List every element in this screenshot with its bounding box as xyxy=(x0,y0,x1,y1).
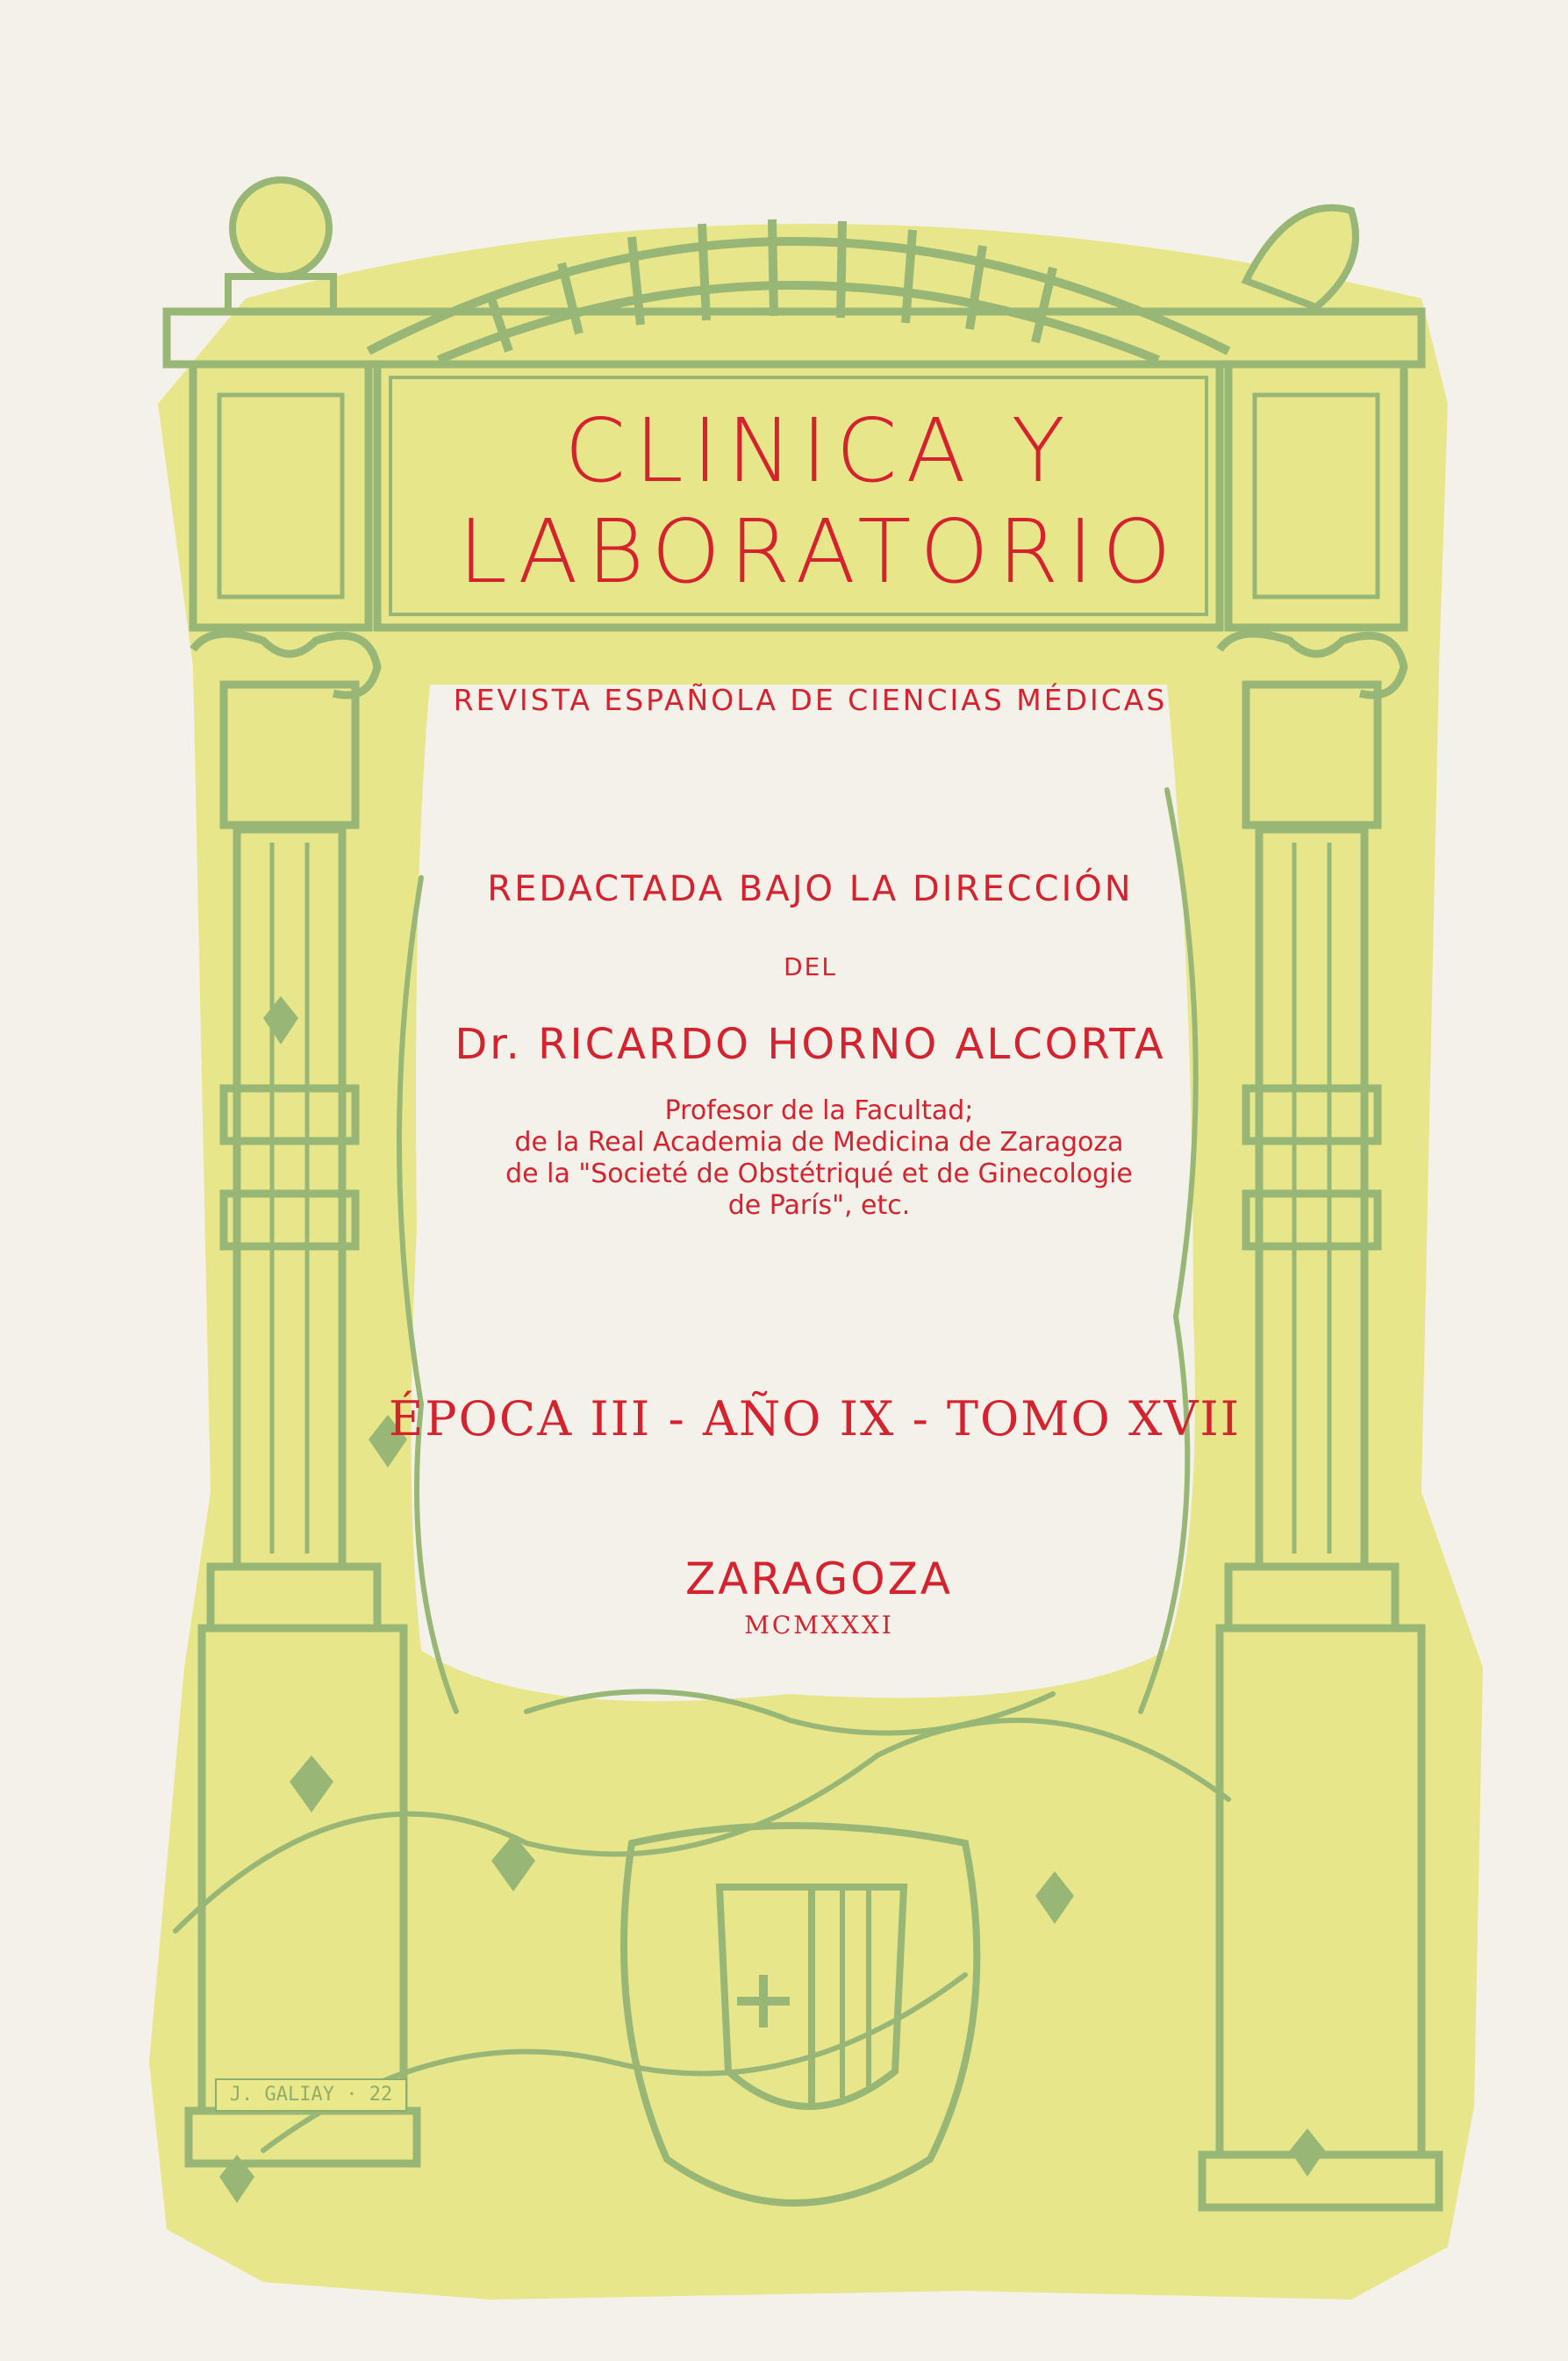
credential-line: de la Real Academia de Medicina de Zaragoza xyxy=(514,1127,1124,1158)
direction-del: DEL xyxy=(784,952,837,981)
journal-subtitle: REVISTA ESPAÑOLA DE CIENCIAS MÉDICAS xyxy=(453,683,1168,717)
imprint-city: ZARAGOZA xyxy=(684,1554,954,1604)
journal-title-line-1: CLINICA Y xyxy=(564,399,1074,502)
artist-signature: J. GALIAY · 22 xyxy=(215,2078,407,2112)
direction-intro: REDACTADA BAJO LA DIRECCIÓN xyxy=(487,869,1134,909)
credential-line: Profesor de la Facultad; xyxy=(664,1095,974,1126)
ball-finial-icon xyxy=(233,180,329,276)
credential-line: de la "Societé de Obstétriqué et de Ginecologie xyxy=(505,1159,1133,1189)
imprint-year: MCMXXXI xyxy=(744,1611,894,1640)
volume-info: ÉPOCA III - AÑO IX - TOMO XVII xyxy=(388,1391,1242,1446)
director-name: Dr. RICARDO HORNO ALCORTA xyxy=(455,1020,1166,1069)
credential-line: de París", etc. xyxy=(727,1190,911,1221)
journal-title-line-2: LABORATORIO xyxy=(458,500,1180,603)
